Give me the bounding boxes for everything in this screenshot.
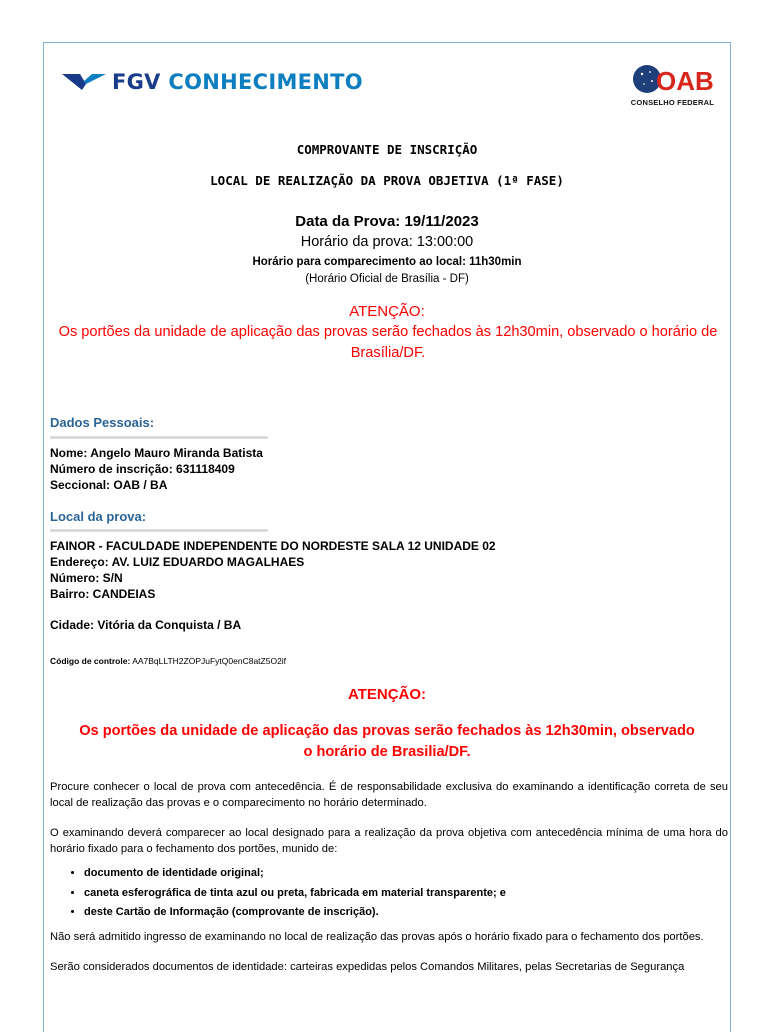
location-number: Número: S/N — [50, 571, 123, 585]
fgv-sub: CONHECIMENTO — [168, 70, 363, 94]
location-address: Endereço: AV. LUIZ EDUARDO MAGALHAES — [50, 555, 305, 569]
paragraph-1: Procure conhecer o local de prova com antecedência. É de responsabilidade exclusiva do examinando a identificação correta de seu local de realização das provas e o comparecimento no horário determinado. — [50, 781, 728, 809]
list-item: • caneta esferográfica de tinta azul ou preta, fabricada em material transparente; e — [84, 884, 506, 904]
control-code-value: AA7BqLLTH2ZOPJuFytQ0enC8atZ5O2if — [132, 656, 287, 666]
fgv-wordmark — [112, 70, 363, 94]
control-code-row — [50, 656, 286, 666]
paragraph-2: O examinando deverá comparecer ao local designado para a realização da prova objetiva com antecedência mínima de uma hora do horário fixado para o fechamento dos portões, munido de: — [50, 827, 728, 855]
exam-timezone: (Horário Oficial de Brasília - DF) — [305, 273, 469, 285]
oab-globe-icon — [630, 64, 718, 98]
exam-date: Data da Prova: 19/11/2023 — [295, 213, 479, 230]
document-header — [60, 62, 720, 112]
personal-registration: Número de inscrição: 631118409 — [50, 462, 235, 476]
control-code-label: Código de controle: — [50, 656, 131, 666]
attention2-title: ATENÇÃO: — [347, 686, 427, 703]
attention2-text-line1: Os portões da unidade de aplicação das provas serão fechados às 12h30min, observado — [79, 723, 695, 739]
oab-letters: OAB — [656, 66, 714, 96]
location-place: FAINOR - FACULDADE INDEPENDENTE DO NORDESTE SALA 12 UNIDADE 02 — [50, 539, 496, 553]
exam-time: Horário da prova: 13:00:00 — [300, 234, 474, 250]
oab-logo — [630, 64, 718, 108]
location-district: Bairro: CANDEIAS — [50, 587, 156, 601]
fgv-wing-icon — [62, 72, 106, 92]
fgv-logo — [62, 70, 363, 94]
personal-section-title: Dados Pessoais: — [50, 415, 155, 430]
requirements-list — [50, 864, 506, 923]
personal-name: Nome: Angelo Mauro Miranda Batista — [50, 446, 263, 460]
attention2-text-line2: o horário de Brasilia/DF. — [303, 744, 471, 760]
location-section-title: Local da prova: — [50, 509, 147, 524]
title-comprovante: COMPROVANTE DE INSCRIÇÃO — [296, 142, 478, 157]
location-divider — [50, 529, 268, 532]
exam-arrival: Horário para comparecimento ao local: 11h30min — [252, 256, 522, 268]
list-item: • deste Cartão de Informação (comprovante de inscrição). — [84, 903, 506, 923]
oab-subtitle: CONSELHO FEDERAL — [630, 98, 714, 107]
attention1-title: ATENÇÃO: — [349, 303, 425, 320]
location-city: Cidade: Vitória da Conquista / BA — [50, 618, 242, 632]
personal-seccional: Seccional: OAB / BA — [50, 478, 168, 492]
paragraph-3: Não será admitido ingresso de examinando no local de realização das provas após o horário fixado para o fechamento dos portões. — [50, 931, 704, 943]
title-local: LOCAL DE REALIZAÇÃO DA PROVA OBJETIVA (1ª FASE) — [210, 173, 564, 188]
paragraph-4: Serão considerados documentos de identidade: carteiras expedidas pelos Comandos Militares, pelas Secretarias de Segurança — [50, 961, 685, 973]
personal-divider — [50, 436, 268, 439]
attention1-text: Os portões da unidade de aplicação das provas serão fechados às 12h30min, observado o horário de Brasília/DF. — [58, 324, 718, 361]
list-item: • documento de identidade original; — [84, 864, 506, 884]
fgv-brand: FGV — [112, 70, 161, 94]
